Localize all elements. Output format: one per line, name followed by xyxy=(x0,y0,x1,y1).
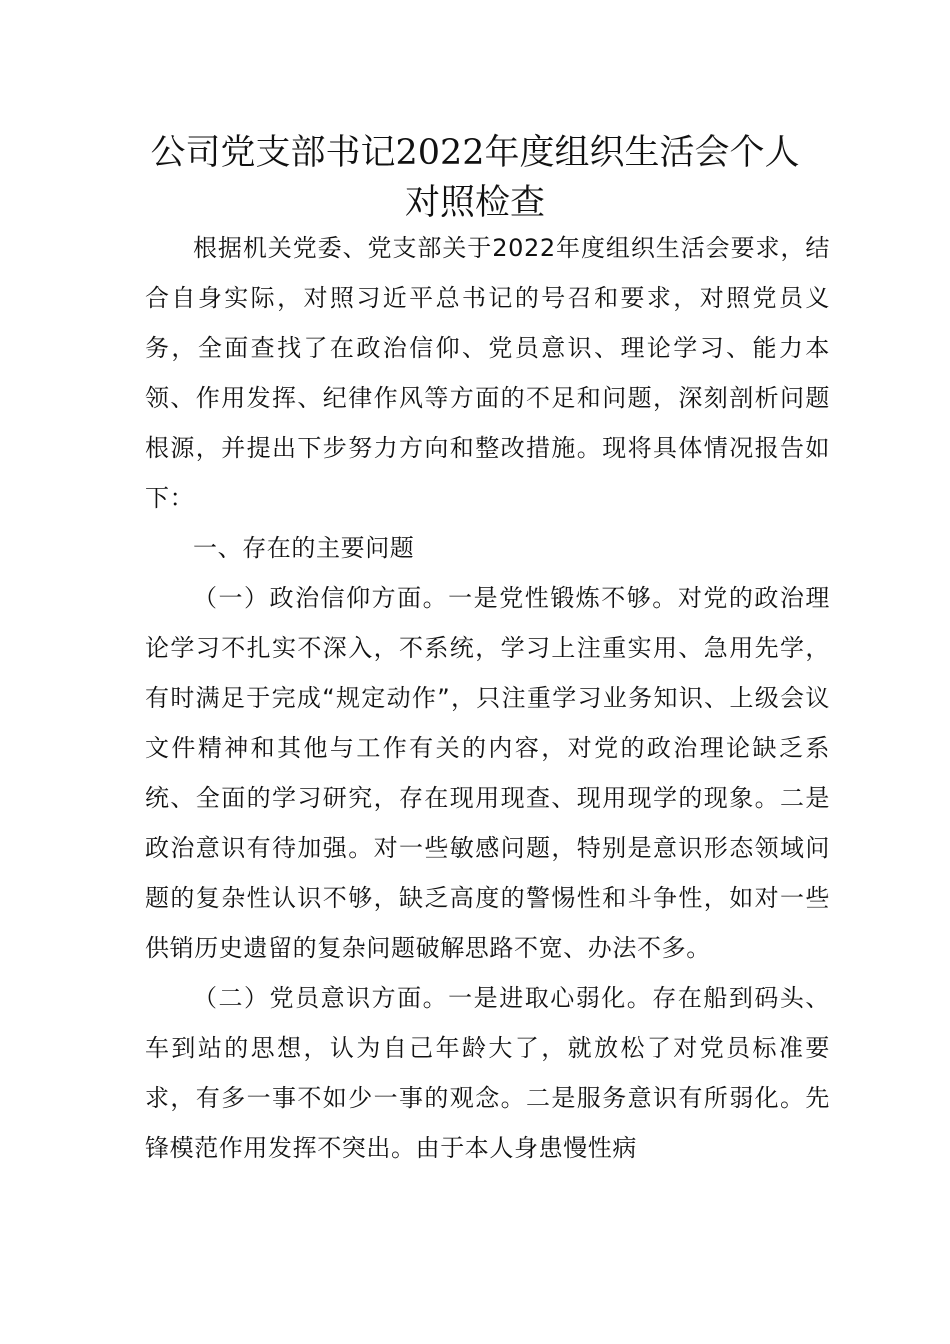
intro-paragraph: 根据机关党委、党支部关于2022年度组织生活会要求，结合自身实际，对照习近平总书记的号召和要求，对照党员义务，全面查找了在政治信仰、党员意识、理论学习、能力本领、作用发挥、纪律作风等方面的不足和问题，深刻剖析问题根源，并提出下步努力方向和整改措施。现将具体情况报告如下： xyxy=(145,234,830,512)
document-body xyxy=(145,223,830,1173)
document-title-line-2: 对照检查 xyxy=(404,183,545,223)
document-title-line-1: 公司党支部书记2022年度组织生活会个人 xyxy=(150,133,800,173)
paragraph-political-belief: （一）政治信仰方面。一是党性锻炼不够。对党的政治理论学习不扎实不深入，不系统，学习上注重实用、急用先学，有时满足于完成“规定动作”，只注重学习业务知识、上级会议文件精神和其他与工作有关的内容，对党的政治理论缺乏系统、全面的学习研究，存在现用现查、现用现学的现象。二是政治意识有待加强。对一些敏感问题，特别是意识形态领域问题的复杂性认识不够，缺乏高度的警惕性和斗争性，如对一些供销历史遗留的复杂问题破解思路不宽、办法不多。 xyxy=(145,584,830,962)
paragraph-party-awareness: （二）党员意识方面。一是进取心弱化。存在船到码头、车到站的思想，认为自己年龄大了，就放松了对党员标准要求，有多一事不如少一事的观念。二是服务意识有所弱化。先锋模范作用发挥不突出。由于本人身患慢性病 xyxy=(145,984,830,1162)
section-heading-main-problems: 一、存在的主要问题 xyxy=(193,534,415,562)
